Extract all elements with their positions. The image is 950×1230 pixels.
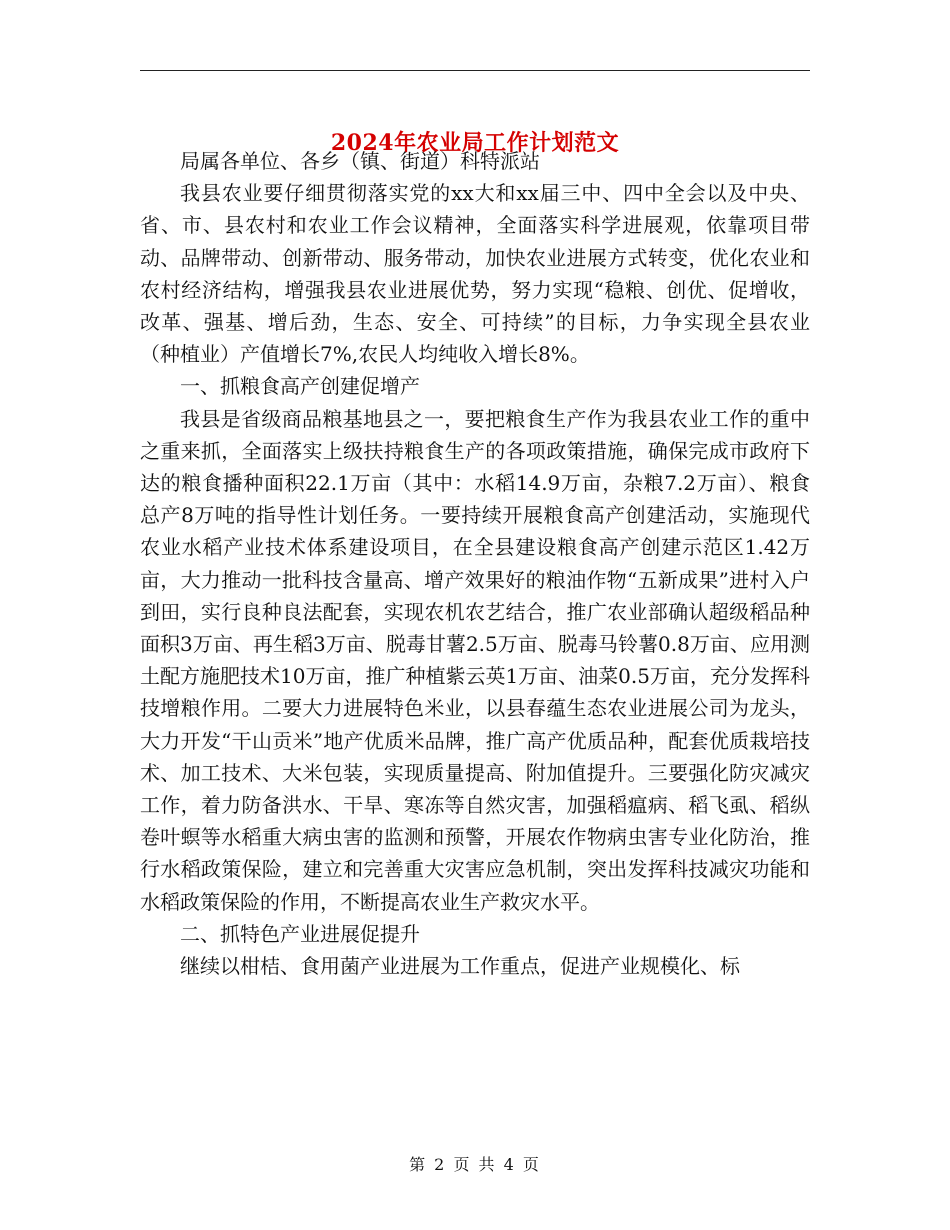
page-number: 第 2 页 共 4 页	[409, 1155, 541, 1174]
document-title: 2024年农业局工作计划范文	[330, 129, 620, 156]
section-1-paragraph: 我县是省级商品粮基地县之一，要把粮食生产作为我县农业工作的重中之重来抓，全面落实上级扶持粮食生产的各项政策措施，确保完成市政府下达的粮食播种面积22.1万亩（其中：水稻14.9万亩，杂粮7.2万亩）、粮食总产8万吨的指导性计划任务。一要持续开展粮食高产创建活动，实施现代农业水稻产业技术体系建设项目，在全县建设粮食高产创建示范区1.42万亩，大力推动一批科技含量高、增产效果好的粮油作物“五新成果”进村入户到田，实行良种良法配套，实现农机农艺结合，推广农业部确认超级稻品种面积3万亩、再生稻3万亩、脱毒甘薯2.5万亩、脱毒马铃薯0.8万亩、应用测土配方施肥技术10万亩，推广种植紫云英1万亩、油菜0.5万亩，充分发挥科技增粮作用。二要大力进展特色米业，以县春蕴生态农业进展公司为龙头，大力开发“干山贡米”地产优质米品牌，推广高产优质品种，配套优质栽培技术、加工技术、大米包装，实现质量提高、附加值提升。三要强化防灾减灾工作，着力防备洪水、干旱、寒冻等自然灾害，加强稻瘟病、稻飞虱、稻纵卷叶螟等水稻重大病虫害的监测和预警，开展农作物病虫害专业化防治，推行水稻政策保险，建立和完善重大灾害应急机制，突出发挥科技减灾功能和水稻政策保险的作用，不断提高农业生产救灾水平。	[140, 406, 810, 914]
salutation-paragraph: 局属各单位、各乡（镇、街道）科特派站	[180, 149, 540, 173]
section-heading-2: 二、抓特色产业进展促提升	[180, 921, 420, 946]
intro-paragraph: 我县农业要仔细贯彻落实党的xx大和xx届三中、四中全会以及中央、省、市、县农村和农业工作会议精神，全面落实科学进展观，依靠项目带动、品牌带动、创新带动、服务带动，加快农业进展方式转变，优化农业和农村经济结构，增强我县农业进展优势，努力实现“稳粮、创优、促增收，改革、强基、增后劲，生态、安全、可持续”的目标，力争实现全县农业（种植业）产值增长7%,农民人均纯收入增长8%。	[140, 181, 810, 367]
section-2-paragraph: 继续以柑桔、食用菌产业进展为工作重点，促进产业规模化、标	[180, 954, 740, 979]
section-heading-1: 一、抓粮食高产创建促增产	[180, 374, 420, 399]
document-body	[140, 145, 810, 982]
header-rule	[140, 70, 810, 71]
